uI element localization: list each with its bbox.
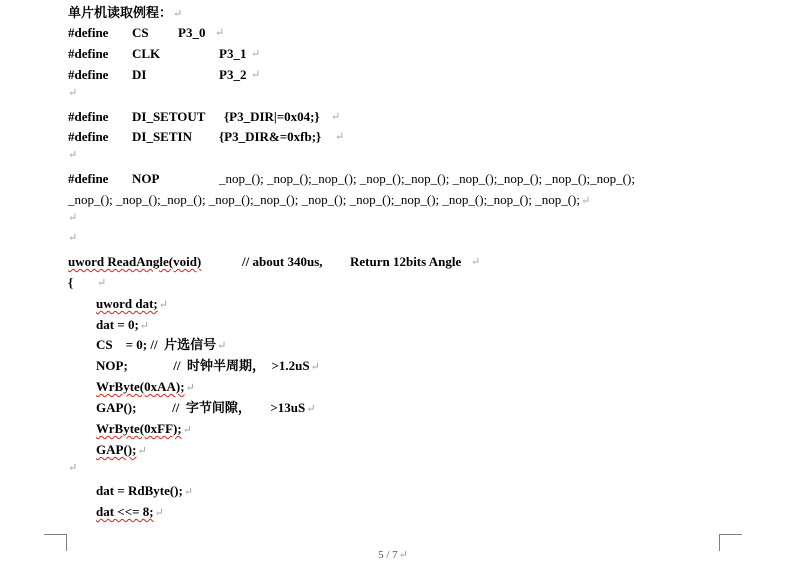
nop-continuation: [68, 190, 590, 210]
empty-paragraph-mark: ↵: [68, 87, 78, 99]
empty-paragraph-mark: ↵: [68, 212, 78, 224]
paragraph-mark: ↵: [215, 27, 225, 39]
define-line-di: [68, 65, 261, 85]
code-line: [96, 440, 147, 460]
code-text: WrByte(0xAA);: [96, 379, 185, 394]
paragraph-mark: ↵: [310, 361, 320, 373]
paragraph-mark: ↵: [97, 277, 107, 289]
heading: [68, 3, 182, 23]
paragraph-mark: ↵: [251, 48, 261, 60]
define-line-cs: [68, 23, 225, 43]
code-text: GAP();: [96, 442, 137, 457]
code-line: [96, 398, 316, 418]
open-brace: {: [68, 275, 74, 290]
code-line: [96, 335, 226, 355]
paragraph-mark: ↵: [398, 549, 408, 561]
empty-paragraph-mark: ↵: [68, 232, 78, 244]
define-line-setin: [68, 127, 345, 147]
define-keyword: #define: [68, 67, 109, 82]
define-keyword: #define: [68, 25, 109, 40]
define-line-setout: [68, 107, 341, 127]
define-name: DI_SETIN: [132, 129, 192, 144]
code-text: WrByte(0xFF);: [96, 421, 182, 436]
code-line: [96, 356, 320, 376]
define-value: {P3_DIR&=0xfb;}: [219, 129, 322, 144]
code-text: GAP(); // 字节间隙， >13uS: [96, 400, 306, 415]
define-name: DI_SETOUT: [132, 109, 206, 124]
paragraph-mark: ↵: [183, 486, 194, 498]
paragraph-mark: ↵: [306, 403, 316, 415]
define-value: P3_1: [219, 46, 247, 61]
define-value: P3_0: [178, 25, 206, 40]
define-name: DI: [132, 67, 147, 82]
paragraph-mark: ↵: [173, 8, 183, 20]
paragraph-mark: ↵: [251, 69, 261, 81]
open-brace-line: [68, 273, 107, 293]
define-value: _nop_(); _nop_();_nop_(); _nop_();_nop_(); _nop_();_nop_(); _nop_();_nop_();: [219, 171, 635, 186]
code-text: dat <<= 8;: [96, 504, 154, 519]
define-value-continued: _nop_(); _nop_();_nop_(); _nop_();_nop_(); _nop_(); _nop_();_nop_(); _nop_();_nop_(); _nop_();: [68, 192, 580, 207]
function-return-note: Return 12bits Angle: [350, 254, 462, 269]
define-name: NOP: [132, 171, 160, 186]
paragraph-mark: ↵: [158, 299, 168, 311]
paragraph-mark: ↵: [335, 131, 345, 143]
define-keyword: #define: [68, 46, 109, 61]
define-value: {P3_DIR|=0x04;}: [224, 109, 320, 124]
code-line: [96, 377, 195, 397]
code-text: dat = RdByte();: [96, 483, 183, 498]
paragraph-mark: ↵: [331, 111, 341, 123]
code-text: uword dat;: [96, 296, 158, 311]
paragraph-mark: ↵: [217, 340, 227, 352]
paragraph-mark: ↵: [471, 256, 481, 268]
function-comment: // about 340us,: [242, 254, 323, 269]
function-declaration: uword ReadAngle(void): [68, 254, 202, 269]
empty-paragraph-mark: ↵: [68, 149, 78, 161]
define-name: CS: [132, 25, 149, 40]
code-line: [96, 315, 149, 335]
heading-text: 单片机读取例程：: [68, 5, 173, 20]
paragraph-mark: ↵: [137, 445, 147, 457]
define-line-clk: [68, 44, 261, 64]
function-signature: [68, 252, 481, 272]
code-line: [96, 419, 192, 439]
page-number: 5 / 7: [378, 549, 398, 561]
paragraph-mark: ↵: [154, 507, 164, 519]
define-name: CLK: [132, 46, 161, 61]
define-keyword: #define: [68, 129, 109, 144]
code-line: [96, 294, 168, 314]
paragraph-mark: ↵: [580, 195, 591, 207]
define-value: P3_2: [219, 67, 247, 82]
paragraph-mark: ↵: [185, 382, 195, 394]
define-keyword: #define: [68, 171, 109, 186]
define-keyword: #define: [68, 109, 109, 124]
page-number-footer: [0, 548, 786, 561]
code-line: [96, 481, 193, 501]
code-text: CS = 0; // 片选信号: [96, 337, 217, 352]
define-line-nop: [68, 169, 635, 189]
code-line: [96, 502, 164, 522]
paragraph-mark: ↵: [139, 320, 150, 332]
paragraph-mark: ↵: [182, 424, 192, 436]
code-text: dat = 0;: [96, 317, 139, 332]
empty-paragraph-mark: ↵: [68, 462, 78, 474]
code-text: NOP; // 时钟半周期， >1.2uS: [96, 358, 310, 373]
